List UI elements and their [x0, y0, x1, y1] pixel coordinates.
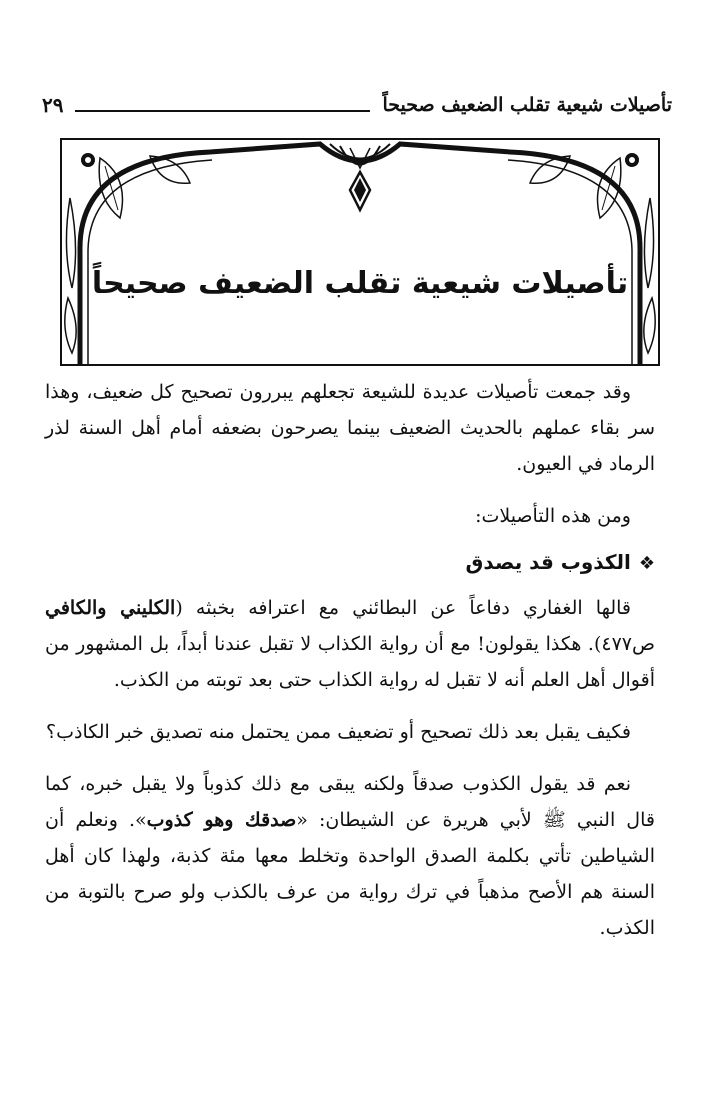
paragraph-ghaffari [45, 590, 655, 698]
page-number: ٢٩ [42, 93, 64, 117]
header-rule [75, 110, 370, 112]
page-body [45, 374, 655, 962]
chapter-title: تأصيلات شيعية تقلب الضعيف صحيحاً [91, 266, 629, 301]
book-reference: الكليني والكافي [45, 597, 176, 619]
paragraph-text: ». ونعلم أن الشياطين تأتي بكلمة الصدق الواحدة وتخلط معها مئة كذبة، ولهذا كان أهل السنة هم الأصح مذهباً في ترك رواية من عرف بالكذب ولو صرح بالتوبة من الكذب. [45, 809, 655, 939]
paragraph-text: ص٤٧٧). هكذا يقولون! مع أن رواية الكذاب لا تقبل عندنا أبداً، بل المشهور من أقوال أهل العلم أنه لا تقبل له رواية الكذاب حتى بعد توبته من الكذب. [45, 633, 655, 691]
paragraph-text: نعم قد يقول الكذوب صدقاً ولكنه يبقى مع ذلك كذوباً ولا يقبل خبره، كما قال النبي ﷺ لأبي هريرة عن الشيطان: « [45, 773, 655, 831]
intro-paragraph: وقد جمعت تأصيلات عديدة للشيعة تجعلهم يبررون تصحيح كل ضعيف، وهذا سر بقاء عملهم بالحديث الضعيف بينما يصرحون بضعفه أمام أهل السنة لذر الرماد في العيون. [45, 381, 655, 475]
ornamental-frame-icon [60, 138, 660, 366]
section-heading-text: الكذوب قد يصدق [465, 550, 631, 574]
diamond-bullet-icon: ❖ [638, 553, 655, 574]
running-title: تأصيلات شيعية تقلب الضعيف صحيحاً [382, 94, 672, 116]
hadith-quote: صدقك وهو كذوب [146, 809, 297, 831]
section-heading [45, 544, 655, 582]
paragraph-hadith [45, 766, 655, 946]
running-header [42, 88, 672, 118]
intro-lead-in: ومن هذه التأصيلات: [475, 505, 631, 527]
chapter-banner [60, 138, 660, 366]
paragraph-text: قالها الغفاري دفاعاً عن البطائني مع اعترافه بخبثه ( [175, 597, 631, 619]
paragraph-question: فكيف يقبل بعد ذلك تصحيح أو تضعيف ممن يحتمل منه تصديق خبر الكاذب؟ [46, 721, 631, 743]
